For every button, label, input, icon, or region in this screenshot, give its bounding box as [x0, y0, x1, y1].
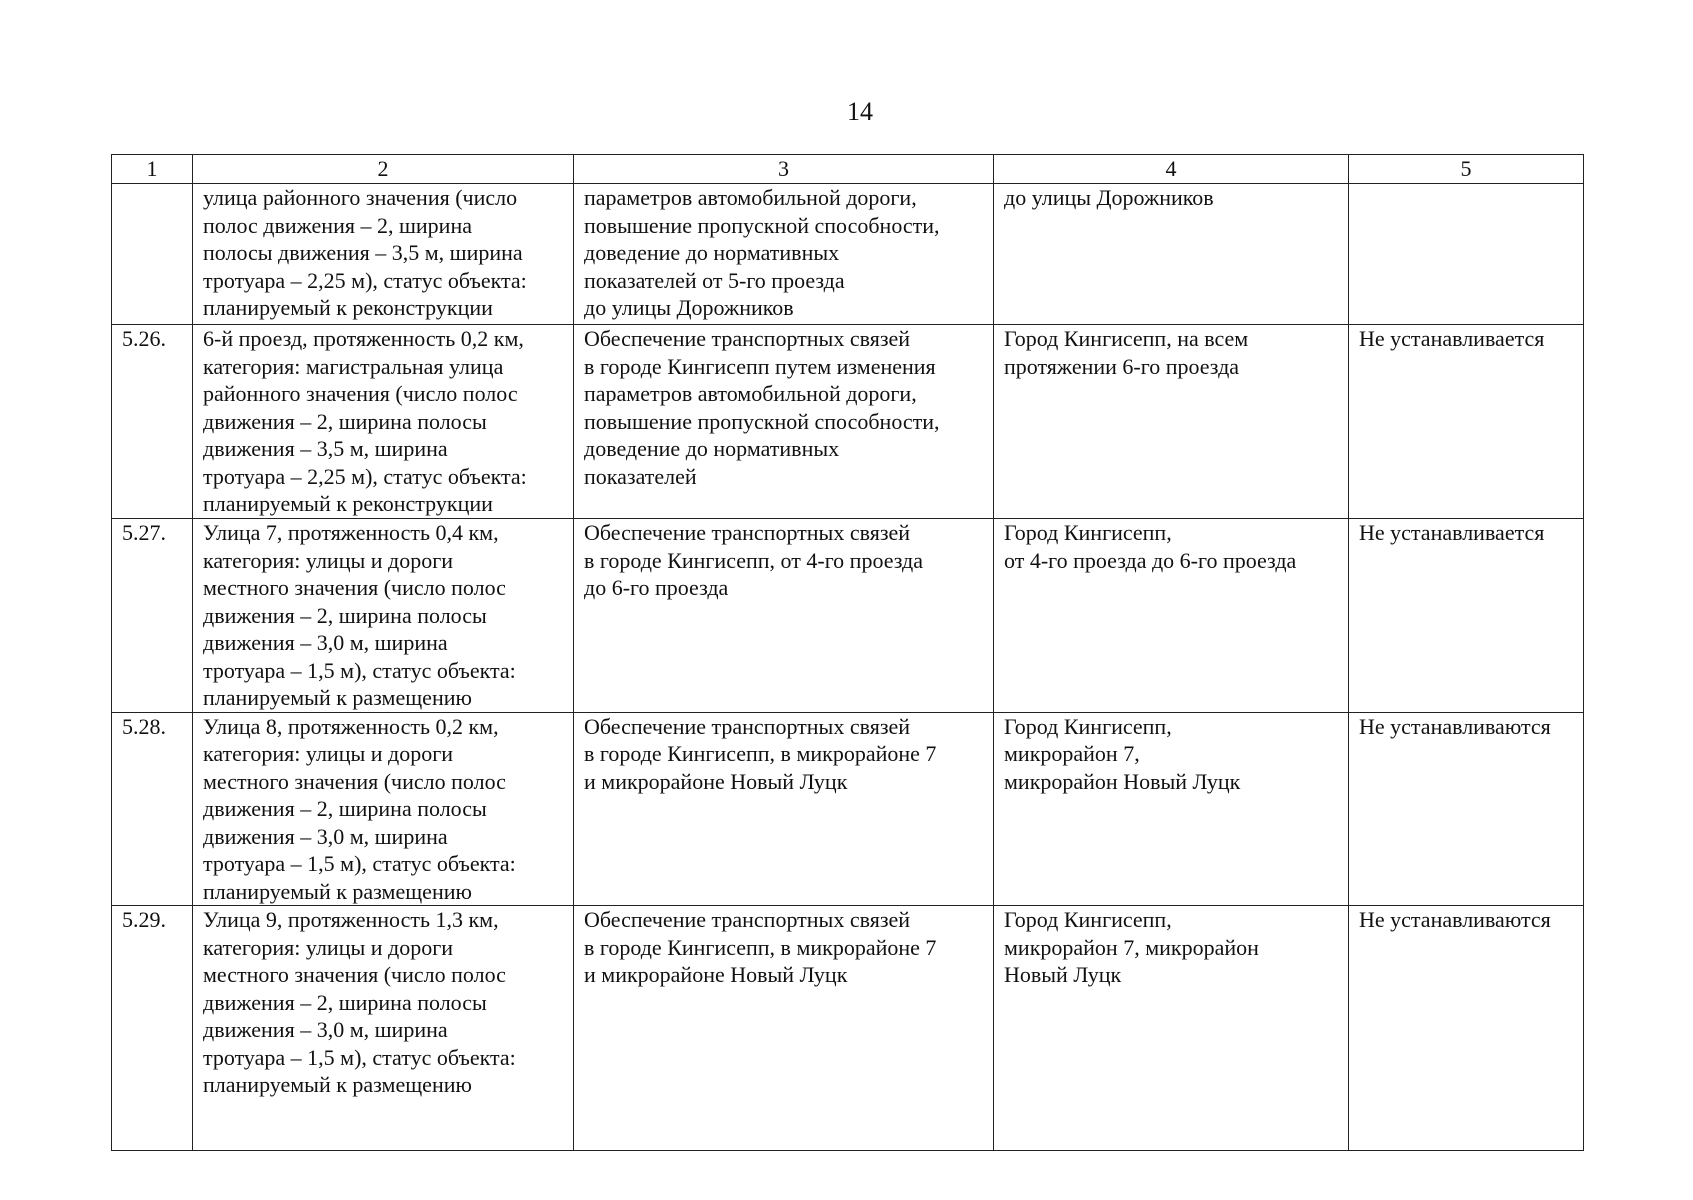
zone-cell — [1349, 184, 1584, 325]
object-description-cell: Улица 9, протяженность 1,3 км, категория: улицы и дороги местного значения (число полос движения – 2, ширина полосы движения – 3,0 м, ширина тротуара – 1,5 м), статус объекта: планируемый к размещению — [193, 906, 574, 1151]
column-header: 1 — [112, 155, 193, 184]
location-cell: Город Кингисепп, от 4-го проезда до 6-го проезда — [994, 519, 1349, 713]
table-row — [112, 325, 1584, 519]
page-number: 14 — [847, 97, 873, 126]
object-description-cell: Улица 7, протяженность 0,4 км, категория: улицы и дороги местного значения (число полос движения – 2, ширина полосы движения – 3,0 м, ширина тротуара – 1,5 м), статус объекта: планируемый к размещению — [193, 519, 574, 713]
purpose-cell: параметров автомобильной дороги, повышение пропускной способности, доведение до нормативных показателей от 5-го проезда до улицы Дорожников — [574, 184, 994, 325]
column-header: 3 — [574, 155, 994, 184]
table-row — [112, 184, 1584, 325]
row-number-cell: 5.28. — [112, 712, 193, 906]
data-table — [111, 154, 1584, 1151]
table-row — [112, 519, 1584, 713]
zone-cell: Не устанавливаются — [1349, 906, 1584, 1151]
object-description-cell: улица районного значения (число полос движения – 2, ширина полосы движения – 3,5 м, ширина тротуара – 2,25 м), статус объекта: планируемый к реконструкции — [193, 184, 574, 325]
location-cell: Город Кингисепп, на всем протяжении 6-го проезда — [994, 325, 1349, 519]
column-header: 2 — [193, 155, 574, 184]
object-description-cell: 6-й проезд, протяженность 0,2 км, категория: магистральная улица районного значения (число полос движения – 2, ширина полосы движения – 3,5 м, ширина тротуара – 2,25 м), статус объекта: планируемый к реконструкции — [193, 325, 574, 519]
row-number-cell: 5.26. — [112, 325, 193, 519]
zone-cell: Не устанавливается — [1349, 325, 1584, 519]
row-number-cell: 5.29. — [112, 906, 193, 1151]
purpose-cell: Обеспечение транспортных связей в городе Кингисепп, от 4-го проезда до 6-го проезда — [574, 519, 994, 713]
row-number-cell: 5.27. — [112, 519, 193, 713]
purpose-cell: Обеспечение транспортных связей в городе Кингисепп, в микрорайоне 7 и микрорайоне Новый Луцк — [574, 712, 994, 906]
column-header: 5 — [1349, 155, 1584, 184]
column-header: 4 — [994, 155, 1349, 184]
table-header-row — [112, 155, 1584, 184]
object-description-cell: Улица 8, протяженность 0,2 км, категория: улицы и дороги местного значения (число полос движения – 2, ширина полосы движения – 3,0 м, ширина тротуара – 1,5 м), статус объекта: планируемый к размещению — [193, 712, 574, 906]
row-number-cell — [112, 184, 193, 325]
location-cell: до улицы Дорожников — [994, 184, 1349, 325]
purpose-cell: Обеспечение транспортных связей в городе Кингисепп путем изменения параметров автомобильной дороги, повышение пропускной способности, доведение до нормативных показателей — [574, 325, 994, 519]
zone-cell: Не устанавливаются — [1349, 712, 1584, 906]
table-row — [112, 712, 1584, 906]
location-cell: Город Кингисепп, микрорайон 7, микрорайон Новый Луцк — [994, 906, 1349, 1151]
table-row — [112, 906, 1584, 1151]
purpose-cell: Обеспечение транспортных связей в городе Кингисепп, в микрорайоне 7 и микрорайоне Новый Луцк — [574, 906, 994, 1151]
location-cell: Город Кингисепп, микрорайон 7, микрорайон Новый Луцк — [994, 712, 1349, 906]
zone-cell: Не устанавливается — [1349, 519, 1584, 713]
